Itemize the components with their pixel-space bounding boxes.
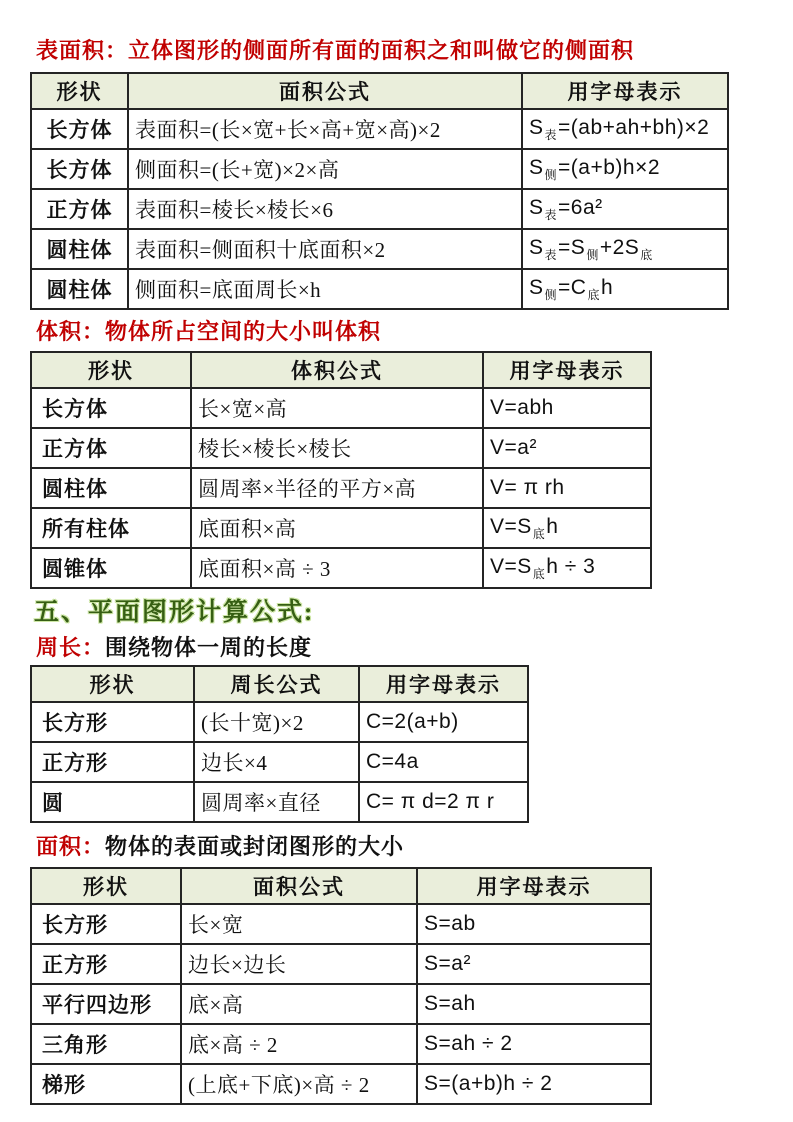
formula-cell: 侧面积=底面周长×h [128, 269, 522, 309]
letter-formula-cell: S=ah ÷ 2 [417, 1024, 651, 1064]
table-row [31, 1064, 651, 1104]
table-row [31, 548, 651, 588]
formula-cell: 圆周率×半径的平方×高 [191, 468, 483, 508]
letter-formula-cell: S=a² [417, 944, 651, 984]
formula-cell: 侧面积=(长+宽)×2×高 [128, 149, 522, 189]
table-row [31, 508, 651, 548]
formula-cell: 底×高 [181, 984, 417, 1024]
letter-formula-cell: V=abh [483, 388, 651, 428]
col-header-letters: 用字母表示 [483, 352, 651, 388]
heading-surface-area [36, 36, 793, 66]
shape-cell: 正方体 [31, 428, 191, 468]
letter-formula-cell: $S_表=(ab+ah+bh)\times 2$ [522, 109, 728, 149]
shape-cell: 三角形 [31, 1024, 181, 1064]
col-header-shape: 形状 [31, 666, 194, 702]
letter-formula-cell: V= π rh [483, 468, 651, 508]
heading-perimeter-desc: 围绕物体一周的长度 [105, 635, 313, 660]
heading-perimeter [36, 633, 793, 663]
table-row [31, 984, 651, 1024]
heading-area [36, 832, 793, 862]
shape-cell: 长方形 [31, 702, 194, 742]
letter-formula-cell: $V=S_底h \div 3$ [483, 548, 651, 588]
table-header-row [31, 73, 728, 109]
heading-volume [36, 317, 793, 347]
heading-volume-desc: 物体所占空间的大小叫体积 [105, 319, 382, 344]
shape-cell: 正方形 [31, 742, 194, 782]
letter-formula-cell: C= π d=2 π r [359, 782, 528, 822]
perimeter-table [30, 665, 529, 823]
shape-cell: 圆柱体 [31, 229, 128, 269]
letter-formula-cell: $S_表=6a^2$ [522, 189, 728, 229]
heading-area-desc: 物体的表面或封闭图形的大小 [105, 834, 405, 859]
shape-cell: 长方体 [31, 388, 191, 428]
letter-formula-cell: C=2(a+b) [359, 702, 528, 742]
table-row [31, 742, 528, 782]
formula-cell: 底×高 ÷ 2 [181, 1024, 417, 1064]
col-header-letters: 用字母表示 [417, 868, 651, 904]
heading-surface-area-desc: 立体图形的侧面所有面的面积之和叫做它的侧面积 [128, 38, 635, 63]
heading-area-label: 面积： [36, 834, 106, 859]
table-row [31, 269, 728, 309]
volume-table [30, 351, 652, 589]
heading-surface-area-label: 表面积： [36, 38, 129, 63]
table-row [31, 468, 651, 508]
table-row [31, 229, 728, 269]
letter-formula-cell: S=ah [417, 984, 651, 1024]
col-header-formula: 面积公式 [181, 868, 417, 904]
letter-formula-cell: C=4a [359, 742, 528, 782]
table-row [31, 109, 728, 149]
letter-formula-cell: $V=S_底h$ [483, 508, 651, 548]
surface-area-table [30, 72, 729, 310]
table-header-row [31, 352, 651, 388]
formula-cell: 底面积×高 ÷ 3 [191, 548, 483, 588]
letter-formula-cell: $S_表=S_侧+2S_底$ [522, 229, 728, 269]
table-row [31, 702, 528, 742]
shape-cell: 圆柱体 [31, 468, 191, 508]
shape-cell: 正方体 [31, 189, 128, 229]
shape-cell: 圆锥体 [31, 548, 191, 588]
formula-cell: (上底+下底)×高 ÷ 2 [181, 1064, 417, 1104]
table-header-row [31, 868, 651, 904]
formula-cell: 边长×4 [194, 742, 359, 782]
shape-cell: 长方体 [31, 109, 128, 149]
col-header-formula: 周长公式 [194, 666, 359, 702]
shape-cell: 平行四边形 [31, 984, 181, 1024]
col-header-formula: 面积公式 [128, 73, 522, 109]
formula-cell: (长十宽)×2 [194, 702, 359, 742]
col-header-formula: 体积公式 [191, 352, 483, 388]
area-table [30, 867, 652, 1105]
letter-formula-cell: V=a² [483, 428, 651, 468]
col-header-shape: 形状 [31, 73, 128, 109]
section-heading-plane-figures: 五、平面图形计算公式: [34, 599, 315, 626]
formula-cell: 棱长×棱长×棱长 [191, 428, 483, 468]
formula-cell: 底面积×高 [191, 508, 483, 548]
shape-cell: 圆柱体 [31, 269, 128, 309]
formula-cell: 长×宽 [181, 904, 417, 944]
col-header-letters: 用字母表示 [522, 73, 728, 109]
col-header-shape: 形状 [31, 352, 191, 388]
table-row [31, 388, 651, 428]
formula-cell: 圆周率×直径 [194, 782, 359, 822]
letter-formula-cell: S=ab [417, 904, 651, 944]
shape-cell: 长方形 [31, 904, 181, 944]
letter-formula-cell: S=(a+b)h ÷ 2 [417, 1064, 651, 1104]
table-row [31, 428, 651, 468]
shape-cell: 长方体 [31, 149, 128, 189]
shape-cell: 梯形 [31, 1064, 181, 1104]
heading-volume-label: 体积： [36, 319, 106, 344]
table-row [31, 904, 651, 944]
formula-cell: 表面积=侧面积十底面积×2 [128, 229, 522, 269]
col-header-shape: 形状 [31, 868, 181, 904]
heading-perimeter-label: 周长： [36, 635, 106, 660]
letter-formula-cell: $S_侧=(a+b)h\times 2$ [522, 149, 728, 189]
formula-cell: 边长×边长 [181, 944, 417, 984]
formula-cell: 表面积=(长×宽+长×高+宽×高)×2 [128, 109, 522, 149]
shape-cell: 正方形 [31, 944, 181, 984]
table-row [31, 782, 528, 822]
table-header-row [31, 666, 528, 702]
table-row [31, 1024, 651, 1064]
shape-cell: 圆 [31, 782, 194, 822]
table-row [31, 944, 651, 984]
col-header-letters: 用字母表示 [359, 666, 528, 702]
shape-cell: 所有柱体 [31, 508, 191, 548]
letter-formula-cell: $S_侧=C_底h$ [522, 269, 728, 309]
table-row [31, 149, 728, 189]
formula-cell: 表面积=棱长×棱长×6 [128, 189, 522, 229]
formula-cell: 长×宽×高 [191, 388, 483, 428]
table-row [31, 189, 728, 229]
